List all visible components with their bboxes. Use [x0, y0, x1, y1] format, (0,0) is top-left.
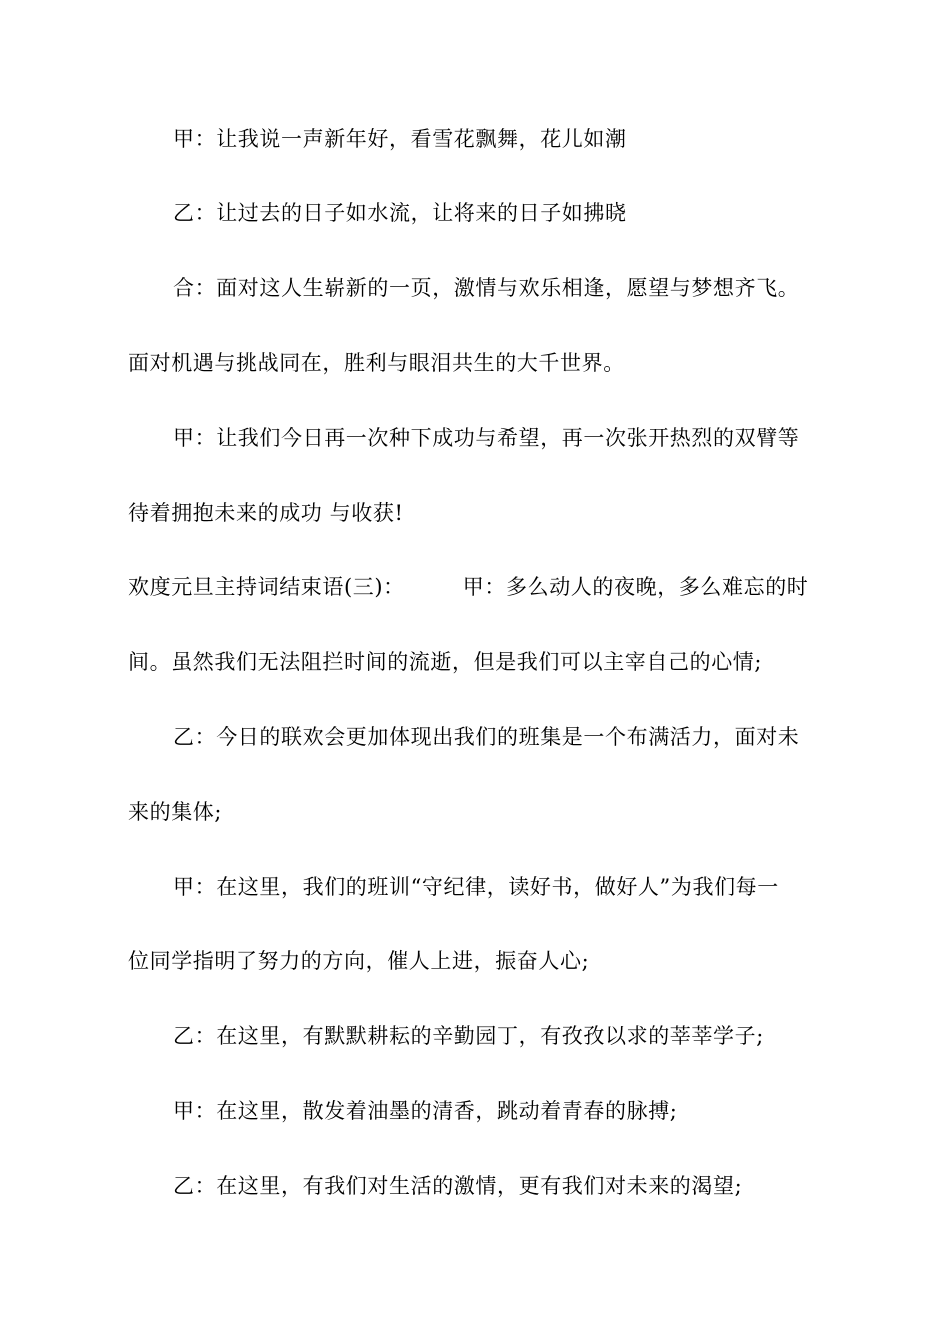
paragraph-line: 乙：今日的联欢会更加体现出我们的班集是一个布满活力，面对未 [173, 725, 800, 749]
paragraph-line: 面对机遇与挑战同在，胜利与眼泪共生的大千世界。 [128, 351, 625, 375]
paragraph-line: 乙：在这里，有默默耕耘的辛勤园丁，有孜孜以求的莘莘学子; [173, 1024, 764, 1048]
paragraph-line: 合：面对这人生崭新的一页，激情与欢乐相逢，愿望与梦想齐飞。 [173, 276, 800, 300]
paragraph-line: 甲：在这里，散发着油墨的清香，跳动着青春的脉搏; [173, 1099, 678, 1123]
paragraph-line: 间。虽然我们无法阻拦时间的流逝，但是我们可以主宰自己的心情; [128, 650, 763, 674]
section-heading-line [128, 572, 828, 602]
paragraph-line: 位同学指明了努力的方向，催人上进，振奋人心; [128, 949, 590, 973]
paragraph-line: 待着拥抱未来的成功 与收获! [128, 501, 404, 525]
paragraph-line: 甲：让我说一声新年好，看雪花飘舞，花儿如潮 [173, 127, 627, 151]
paragraph-line: 甲：让我们今日再一次种下成功与希望，再一次张开热烈的双臂等 [173, 426, 800, 450]
paragraph-line: 乙：在这里，有我们对生活的激情，更有我们对未来的渴望; [173, 1174, 743, 1198]
paragraph-line: 甲：在这里，我们的班训“守纪律，读好书，做好人”为我们每一 [173, 875, 779, 899]
section-heading: 欢度元旦主持词结束语(三)： [128, 575, 405, 599]
paragraph-line: 甲：多么动人的夜晚，多么难忘的时 [462, 575, 809, 599]
paragraph-line: 乙：让过去的日子如水流，让将来的日子如拂晓 [173, 201, 627, 225]
paragraph-line: 来的集体; [128, 800, 223, 824]
